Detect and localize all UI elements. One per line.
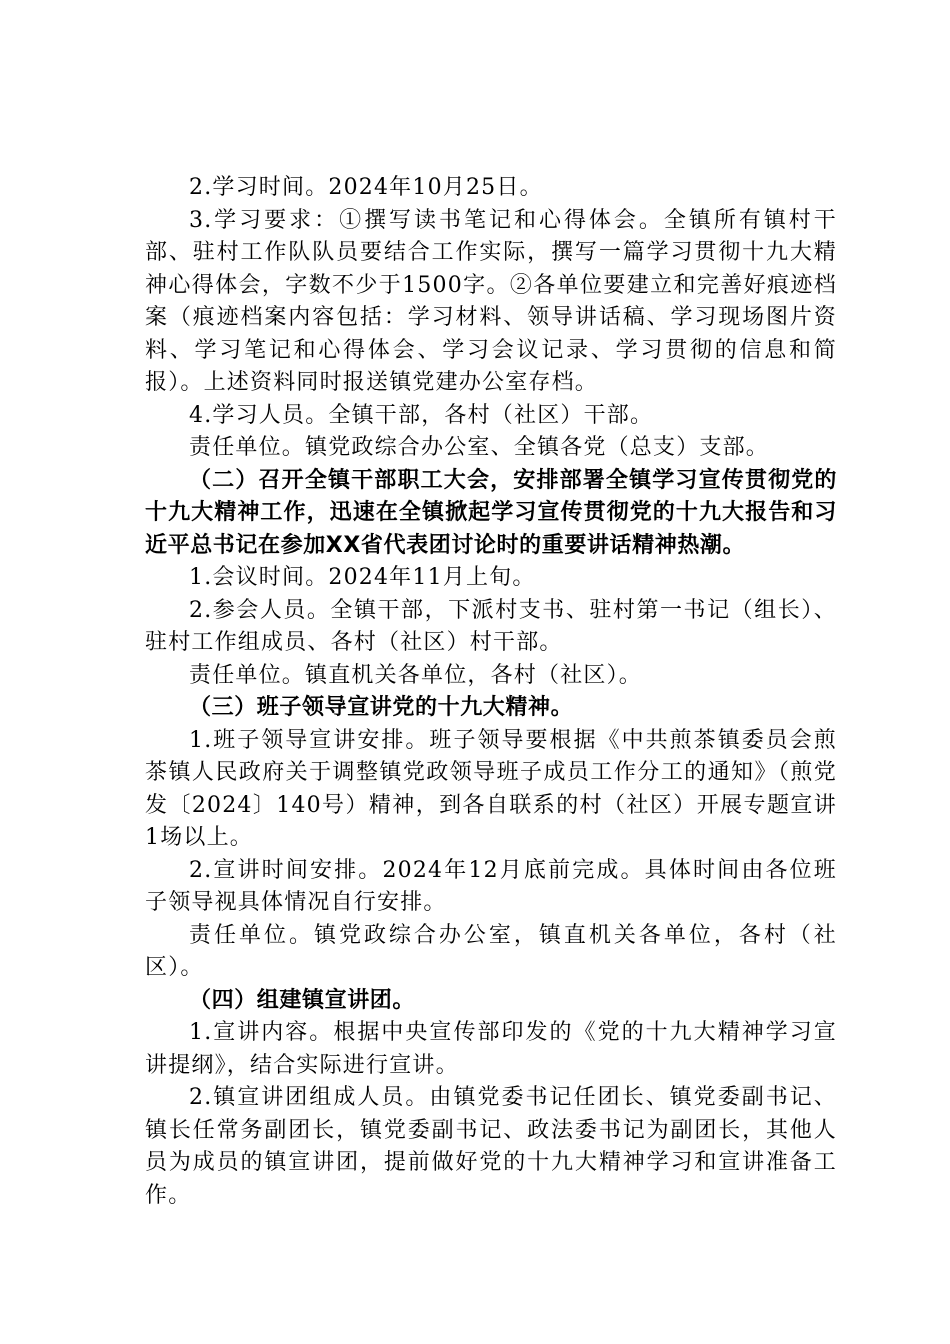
paragraph-responsible-unit: 责任单位。镇党政综合办公室，镇直机关各单位，各村（社区）。	[145, 922, 837, 980]
section-heading-3: （三）班子领导宣讲党的十九大精神。	[189, 695, 574, 720]
paragraph-responsible-unit: 责任单位。镇党政综合办公室、全镇各党（总支）支部。	[189, 435, 770, 460]
paragraph-lecture-content: 1.宣讲内容。根据中央宣传部印发的《党的十九大精神学习宣讲提纲》，结合实际进行宣讲。	[145, 1020, 837, 1078]
section-heading-4: （四）组建镇宣讲团。	[189, 987, 416, 1013]
paragraph-study-time: 2.学习时间。2024年10月25日。	[189, 175, 543, 200]
document-page	[145, 172, 837, 1212]
paragraph-meeting-time: 1.会议时间。2024年11月上旬。	[189, 565, 536, 590]
section-heading-2: （二）召开全镇干部职工大会，安排部署全镇学习宣传贯彻党的十九大精神工作，迅速在全镇掀起学习宣传贯彻党的十九大报告和习近平总书记在参加XX省代表团讨论时的重要讲话精神热潮。	[145, 467, 837, 558]
paragraph-responsible-unit: 责任单位。镇直机关各单位，各村（社区）。	[189, 662, 643, 688]
paragraph-attendees: 2.参会人员。全镇干部，下派村支书、驻村第一书记（组长）、驻村工作组成员、各村（社区）村干部。	[145, 597, 837, 655]
paragraph-study-requirements: 3.学习要求：①撰写读书笔记和心得体会。全镇所有镇村干部、驻村工作队队员要结合工作实际，撰写一篇学习贯彻十九大精神心得体会，字数不少于1500字。②各单位要建立和完善好痕迹档案（痕迹档案内容包括：学习材料、领导讲话稿、学习现场图片资料、学习笔记和心得体会、学习会议记录、学习贯彻的信息和简报）。上述资料同时报送镇党建办公室存档。	[145, 207, 837, 395]
paragraph-study-personnel: 4.学习人员。全镇干部，各村（社区）干部。	[189, 402, 654, 428]
paragraph-lecture-team-members: 2.镇宣讲团组成人员。由镇党委书记任团长、镇党委副书记、镇长任常务副团长，镇党委副书记、政法委书记为副团长，其他人员为成员的镇宣讲团，提前做好党的十九大精神学习和宣讲准备工作。	[145, 1085, 837, 1208]
paragraph-lecture-schedule: 2.宣讲时间安排。2024年12月底前完成。具体时间由各位班子领导视具体情况自行安排。	[145, 857, 837, 915]
paragraph-lecture-arrangement: 1.班子领导宣讲安排。班子领导要根据《中共煎茶镇委员会煎茶镇人民政府关于调整镇党政领导班子成员工作分工的通知》（煎党发〔2024〕140号）精神，到各自联系的村（社区）开展专题宣讲1场以上。	[145, 727, 837, 850]
